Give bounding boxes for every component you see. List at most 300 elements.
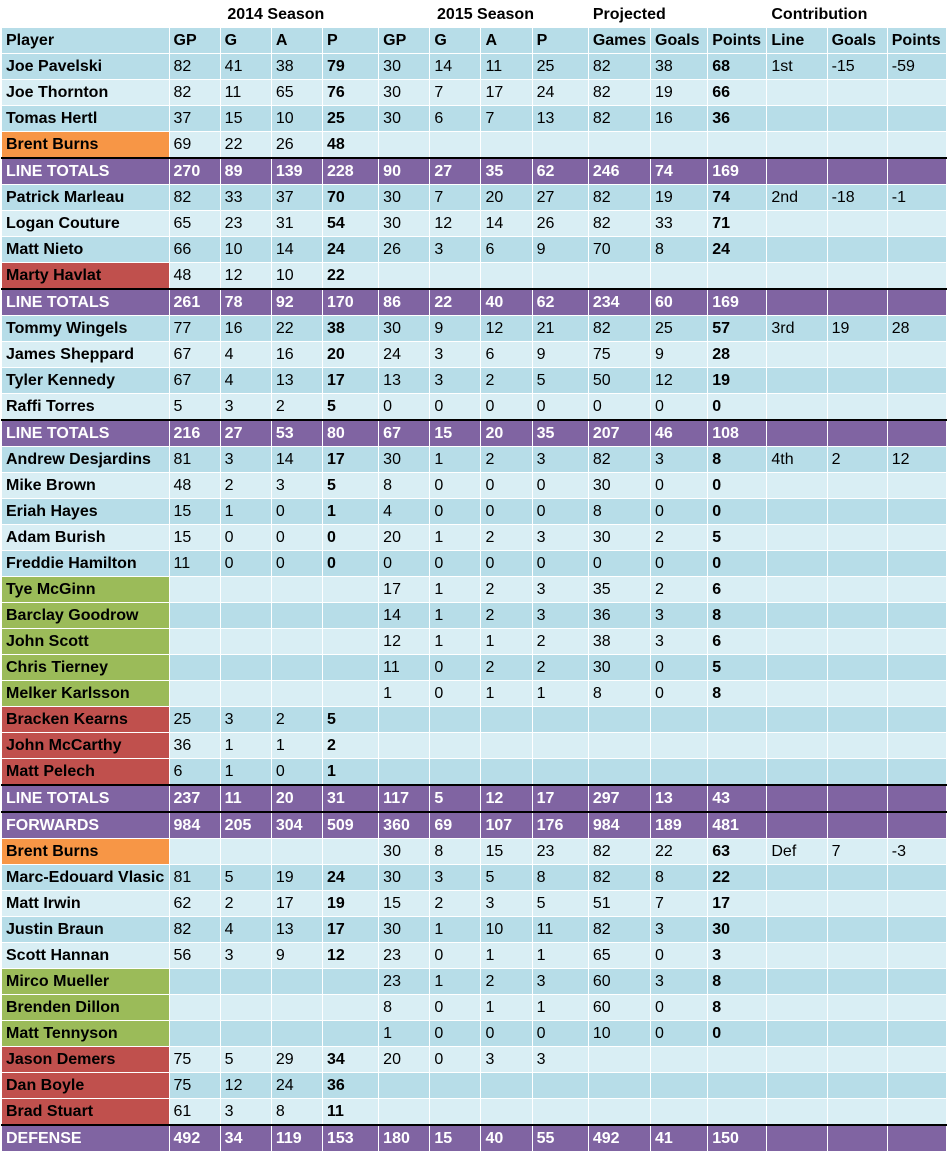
- cell-g-2015[interactable]: 1: [430, 447, 481, 473]
- cell-contrib-goals[interactable]: [827, 917, 887, 943]
- cell-a-2014[interactable]: 8: [271, 1099, 322, 1126]
- cell-contrib-goals[interactable]: [827, 655, 887, 681]
- cell-player[interactable]: Eriah Hayes: [2, 499, 170, 525]
- cell-contrib-line[interactable]: [767, 812, 827, 839]
- cell-contrib-goals[interactable]: [827, 211, 887, 237]
- cell-g-2014[interactable]: 11: [220, 785, 271, 812]
- cell-g-2014[interactable]: 12: [220, 263, 271, 290]
- cell-gp-2015[interactable]: 30: [379, 185, 430, 211]
- cell-contrib-points[interactable]: [887, 707, 946, 733]
- cell-contrib-points[interactable]: [887, 473, 946, 499]
- cell-gp-2014[interactable]: 48: [169, 473, 220, 499]
- cell-contrib-line[interactable]: [767, 629, 827, 655]
- cell-proj-games[interactable]: 30: [588, 655, 650, 681]
- cell-proj-goals[interactable]: 0: [651, 1021, 708, 1047]
- cell-p-2015[interactable]: 27: [532, 185, 588, 211]
- cell-contrib-points[interactable]: -3: [887, 839, 946, 865]
- cell-proj-goals[interactable]: 0: [651, 499, 708, 525]
- cell-contrib-line[interactable]: [767, 394, 827, 421]
- cell-gp-2014[interactable]: [169, 995, 220, 1021]
- cell-p-2015[interactable]: 3: [532, 603, 588, 629]
- cell-proj-goals[interactable]: 3: [651, 969, 708, 995]
- cell-gp-2015[interactable]: 8: [379, 473, 430, 499]
- cell-g-2014[interactable]: 205: [220, 812, 271, 839]
- cell-player[interactable]: Matt Nieto: [2, 237, 170, 263]
- cell-p-2014[interactable]: 48: [322, 132, 378, 159]
- cell-gp-2015[interactable]: 8: [379, 995, 430, 1021]
- cell-p-2015[interactable]: 0: [532, 473, 588, 499]
- cell-p-2015[interactable]: 26: [532, 211, 588, 237]
- cell-proj-games[interactable]: 207: [588, 420, 650, 447]
- cell-g-2014[interactable]: 78: [220, 289, 271, 316]
- cell-gp-2015[interactable]: 30: [379, 106, 430, 132]
- cell-proj-goals[interactable]: 0: [651, 473, 708, 499]
- cell-g-2014[interactable]: 3: [220, 394, 271, 421]
- cell-contrib-goals[interactable]: [827, 158, 887, 185]
- cell-g-2015[interactable]: 7: [430, 185, 481, 211]
- cell-contrib-goals[interactable]: [827, 132, 887, 159]
- cell-p-2015[interactable]: 0: [532, 1021, 588, 1047]
- cell-proj-points[interactable]: 8: [708, 681, 767, 707]
- cell-gp-2014[interactable]: 81: [169, 865, 220, 891]
- cell-proj-goals[interactable]: [651, 759, 708, 786]
- cell-g-2015[interactable]: 15: [430, 420, 481, 447]
- cell-proj-games[interactable]: [588, 759, 650, 786]
- col-header-g-2014[interactable]: G: [220, 28, 271, 54]
- cell-player[interactable]: LINE TOTALS: [2, 420, 170, 447]
- cell-proj-goals[interactable]: 0: [651, 995, 708, 1021]
- cell-proj-points[interactable]: 8: [708, 995, 767, 1021]
- cell-a-2015[interactable]: [481, 733, 532, 759]
- cell-p-2015[interactable]: [532, 132, 588, 159]
- cell-contrib-line[interactable]: [767, 263, 827, 290]
- cell-p-2014[interactable]: 70: [322, 185, 378, 211]
- season-2015-header[interactable]: 2015 Season: [379, 2, 589, 28]
- cell-gp-2015[interactable]: 24: [379, 342, 430, 368]
- cell-gp-2014[interactable]: 36: [169, 733, 220, 759]
- cell-player[interactable]: LINE TOTALS: [2, 785, 170, 812]
- cell-proj-goals[interactable]: 8: [651, 237, 708, 263]
- col-header-a-2015[interactable]: A: [481, 28, 532, 54]
- col-header-contrib-goals[interactable]: Goals: [827, 28, 887, 54]
- col-header-a-2014[interactable]: A: [271, 28, 322, 54]
- cell-proj-games[interactable]: 8: [588, 499, 650, 525]
- cell-player[interactable]: Matt Pelech: [2, 759, 170, 786]
- cell-p-2015[interactable]: 3: [532, 577, 588, 603]
- cell-a-2015[interactable]: 2: [481, 525, 532, 551]
- cell-a-2014[interactable]: 17: [271, 891, 322, 917]
- cell-gp-2014[interactable]: 65: [169, 211, 220, 237]
- cell-g-2015[interactable]: 1: [430, 603, 481, 629]
- cell-g-2014[interactable]: [220, 969, 271, 995]
- cell-p-2014[interactable]: 17: [322, 368, 378, 394]
- cell-player[interactable]: Tommy Wingels: [2, 316, 170, 342]
- cell-contrib-points[interactable]: [887, 132, 946, 159]
- cell-p-2015[interactable]: 3: [532, 525, 588, 551]
- cell-proj-games[interactable]: 82: [588, 839, 650, 865]
- cell-contrib-line[interactable]: [767, 420, 827, 447]
- cell-a-2015[interactable]: 6: [481, 237, 532, 263]
- cell-proj-points[interactable]: 6: [708, 629, 767, 655]
- cell-g-2015[interactable]: 0: [430, 499, 481, 525]
- cell-gp-2015[interactable]: [379, 1099, 430, 1126]
- cell-contrib-goals[interactable]: [827, 342, 887, 368]
- cell-g-2014[interactable]: 2: [220, 473, 271, 499]
- cell-proj-games[interactable]: 82: [588, 106, 650, 132]
- cell-gp-2014[interactable]: 15: [169, 499, 220, 525]
- cell-gp-2014[interactable]: 77: [169, 316, 220, 342]
- cell-p-2015[interactable]: 25: [532, 54, 588, 80]
- cell-proj-points[interactable]: 169: [708, 289, 767, 316]
- cell-p-2015[interactable]: 0: [532, 499, 588, 525]
- cell-player[interactable]: Logan Couture: [2, 211, 170, 237]
- cell-player[interactable]: Raffi Torres: [2, 394, 170, 421]
- cell-proj-points[interactable]: 19: [708, 368, 767, 394]
- cell-contrib-points[interactable]: [887, 551, 946, 577]
- cell-player[interactable]: DEFENSE: [2, 1125, 170, 1152]
- cell-proj-games[interactable]: 60: [588, 969, 650, 995]
- cell-contrib-goals[interactable]: [827, 420, 887, 447]
- cell-contrib-points[interactable]: [887, 577, 946, 603]
- cell-p-2015[interactable]: 1: [532, 681, 588, 707]
- cell-contrib-points[interactable]: [887, 289, 946, 316]
- cell-gp-2014[interactable]: 492: [169, 1125, 220, 1152]
- cell-gp-2014[interactable]: 37: [169, 106, 220, 132]
- cell-proj-goals[interactable]: [651, 733, 708, 759]
- cell-a-2015[interactable]: 3: [481, 891, 532, 917]
- cell-gp-2015[interactable]: 4: [379, 499, 430, 525]
- cell-p-2015[interactable]: 24: [532, 80, 588, 106]
- cell-proj-goals[interactable]: 74: [651, 158, 708, 185]
- cell-a-2014[interactable]: 14: [271, 447, 322, 473]
- cell-contrib-line[interactable]: [767, 577, 827, 603]
- cell-proj-points[interactable]: [708, 132, 767, 159]
- cell-a-2014[interactable]: [271, 1021, 322, 1047]
- cell-proj-points[interactable]: [708, 1099, 767, 1126]
- cell-contrib-points[interactable]: [887, 499, 946, 525]
- cell-gp-2015[interactable]: 20: [379, 1047, 430, 1073]
- cell-g-2014[interactable]: 12: [220, 1073, 271, 1099]
- cell-contrib-goals[interactable]: -18: [827, 185, 887, 211]
- cell-contrib-goals[interactable]: [827, 1099, 887, 1126]
- cell-proj-goals[interactable]: 60: [651, 289, 708, 316]
- cell-g-2014[interactable]: 89: [220, 158, 271, 185]
- cell-contrib-line[interactable]: [767, 969, 827, 995]
- cell-proj-goals[interactable]: [651, 263, 708, 290]
- cell-gp-2015[interactable]: [379, 707, 430, 733]
- cell-a-2014[interactable]: 9: [271, 943, 322, 969]
- cell-gp-2015[interactable]: 26: [379, 237, 430, 263]
- cell-a-2015[interactable]: 0: [481, 394, 532, 421]
- cell-p-2014[interactable]: 25: [322, 106, 378, 132]
- cell-contrib-line[interactable]: [767, 211, 827, 237]
- cell-a-2015[interactable]: 0: [481, 1021, 532, 1047]
- cell-a-2014[interactable]: 3: [271, 473, 322, 499]
- cell-p-2014[interactable]: 153: [322, 1125, 378, 1152]
- cell-player[interactable]: Matt Tennyson: [2, 1021, 170, 1047]
- cell-gp-2014[interactable]: [169, 603, 220, 629]
- cell-gp-2015[interactable]: [379, 132, 430, 159]
- cell-g-2014[interactable]: 3: [220, 1099, 271, 1126]
- cell-proj-games[interactable]: 0: [588, 551, 650, 577]
- cell-p-2014[interactable]: [322, 655, 378, 681]
- cell-g-2014[interactable]: 33: [220, 185, 271, 211]
- cell-proj-points[interactable]: 0: [708, 1021, 767, 1047]
- cell-a-2015[interactable]: 2: [481, 969, 532, 995]
- cell-p-2015[interactable]: 1: [532, 943, 588, 969]
- cell-g-2014[interactable]: 4: [220, 342, 271, 368]
- col-header-games[interactable]: Games: [588, 28, 650, 54]
- cell-proj-goals[interactable]: 3: [651, 629, 708, 655]
- cell-a-2014[interactable]: 0: [271, 551, 322, 577]
- cell-gp-2015[interactable]: 30: [379, 839, 430, 865]
- cell-g-2014[interactable]: 2: [220, 891, 271, 917]
- col-header-gp-2015[interactable]: GP: [379, 28, 430, 54]
- cell-contrib-points[interactable]: [887, 759, 946, 786]
- cell-player[interactable]: Scott Hannan: [2, 943, 170, 969]
- cell-p-2014[interactable]: 509: [322, 812, 378, 839]
- cell-p-2014[interactable]: [322, 969, 378, 995]
- cell-contrib-goals[interactable]: [827, 891, 887, 917]
- cell-p-2015[interactable]: 5: [532, 891, 588, 917]
- cell-proj-goals[interactable]: 19: [651, 80, 708, 106]
- cell-g-2014[interactable]: [220, 655, 271, 681]
- cell-g-2015[interactable]: 7: [430, 80, 481, 106]
- cell-p-2014[interactable]: 12: [322, 943, 378, 969]
- cell-gp-2014[interactable]: [169, 629, 220, 655]
- cell-p-2015[interactable]: 23: [532, 839, 588, 865]
- cell-gp-2015[interactable]: 20: [379, 525, 430, 551]
- cell-proj-goals[interactable]: 22: [651, 839, 708, 865]
- cell-g-2014[interactable]: 3: [220, 707, 271, 733]
- cell-proj-points[interactable]: 24: [708, 237, 767, 263]
- cell-g-2015[interactable]: [430, 132, 481, 159]
- cell-a-2014[interactable]: 139: [271, 158, 322, 185]
- cell-proj-points[interactable]: 3: [708, 943, 767, 969]
- cell-contrib-line[interactable]: [767, 368, 827, 394]
- cell-player[interactable]: Freddie Hamilton: [2, 551, 170, 577]
- cell-contrib-line[interactable]: [767, 707, 827, 733]
- cell-g-2015[interactable]: 9: [430, 316, 481, 342]
- cell-contrib-points[interactable]: [887, 1021, 946, 1047]
- cell-a-2015[interactable]: 1: [481, 629, 532, 655]
- cell-contrib-line[interactable]: [767, 759, 827, 786]
- cell-a-2015[interactable]: 0: [481, 551, 532, 577]
- cell-proj-games[interactable]: [588, 263, 650, 290]
- cell-g-2014[interactable]: 0: [220, 525, 271, 551]
- cell-contrib-points[interactable]: [887, 394, 946, 421]
- cell-gp-2015[interactable]: 1: [379, 1021, 430, 1047]
- cell-a-2014[interactable]: 38: [271, 54, 322, 80]
- cell-gp-2014[interactable]: 270: [169, 158, 220, 185]
- cell-gp-2014[interactable]: [169, 1021, 220, 1047]
- cell-gp-2014[interactable]: 15: [169, 525, 220, 551]
- cell-proj-goals[interactable]: 9: [651, 342, 708, 368]
- cell-contrib-points[interactable]: [887, 917, 946, 943]
- cell-contrib-goals[interactable]: [827, 80, 887, 106]
- cell-gp-2015[interactable]: 23: [379, 969, 430, 995]
- cell-contrib-points[interactable]: [887, 733, 946, 759]
- cell-contrib-line[interactable]: [767, 551, 827, 577]
- cell-contrib-goals[interactable]: [827, 525, 887, 551]
- cell-g-2015[interactable]: 0: [430, 473, 481, 499]
- cell-p-2014[interactable]: 0: [322, 551, 378, 577]
- cell-p-2014[interactable]: 20: [322, 342, 378, 368]
- cell-contrib-goals[interactable]: 19: [827, 316, 887, 342]
- cell-contrib-points[interactable]: [887, 342, 946, 368]
- cell-proj-games[interactable]: 75: [588, 342, 650, 368]
- cell-player[interactable]: Marty Havlat: [2, 263, 170, 290]
- cell-proj-goals[interactable]: 189: [651, 812, 708, 839]
- cell-p-2014[interactable]: 1: [322, 759, 378, 786]
- cell-proj-goals[interactable]: 41: [651, 1125, 708, 1152]
- cell-a-2014[interactable]: 10: [271, 263, 322, 290]
- cell-proj-points[interactable]: 8: [708, 969, 767, 995]
- cell-contrib-goals[interactable]: [827, 473, 887, 499]
- cell-proj-games[interactable]: 82: [588, 54, 650, 80]
- cell-g-2015[interactable]: 1: [430, 577, 481, 603]
- cell-contrib-goals[interactable]: [827, 368, 887, 394]
- cell-a-2014[interactable]: 29: [271, 1047, 322, 1073]
- cell-g-2015[interactable]: 6: [430, 106, 481, 132]
- cell-g-2014[interactable]: 23: [220, 211, 271, 237]
- cell-g-2014[interactable]: 15: [220, 106, 271, 132]
- cell-p-2014[interactable]: 1: [322, 499, 378, 525]
- cell-proj-goals[interactable]: [651, 132, 708, 159]
- cell-p-2015[interactable]: [532, 263, 588, 290]
- cell-proj-goals[interactable]: 16: [651, 106, 708, 132]
- cell-proj-goals[interactable]: [651, 1073, 708, 1099]
- col-header-line[interactable]: Line: [767, 28, 827, 54]
- cell-gp-2014[interactable]: 6: [169, 759, 220, 786]
- cell-p-2014[interactable]: 36: [322, 1073, 378, 1099]
- cell-gp-2015[interactable]: 0: [379, 394, 430, 421]
- cell-proj-points[interactable]: 63: [708, 839, 767, 865]
- cell-contrib-points[interactable]: [887, 106, 946, 132]
- cell-player[interactable]: Dan Boyle: [2, 1073, 170, 1099]
- cell-a-2014[interactable]: [271, 995, 322, 1021]
- cell-p-2014[interactable]: [322, 577, 378, 603]
- cell-contrib-goals[interactable]: [827, 1047, 887, 1073]
- cell-contrib-line[interactable]: [767, 943, 827, 969]
- cell-contrib-line[interactable]: [767, 733, 827, 759]
- cell-gp-2015[interactable]: 15: [379, 891, 430, 917]
- cell-g-2014[interactable]: [220, 629, 271, 655]
- cell-contrib-goals[interactable]: [827, 681, 887, 707]
- cell-proj-games[interactable]: [588, 1047, 650, 1073]
- cell-a-2014[interactable]: 119: [271, 1125, 322, 1152]
- cell-a-2015[interactable]: 1: [481, 681, 532, 707]
- cell-proj-points[interactable]: 43: [708, 785, 767, 812]
- cell-p-2015[interactable]: 3: [532, 969, 588, 995]
- cell-p-2015[interactable]: 13: [532, 106, 588, 132]
- cell-player[interactable]: FORWARDS: [2, 812, 170, 839]
- cell-gp-2014[interactable]: 216: [169, 420, 220, 447]
- cell-p-2015[interactable]: [532, 759, 588, 786]
- cell-proj-points[interactable]: 169: [708, 158, 767, 185]
- cell-player[interactable]: Adam Burish: [2, 525, 170, 551]
- cell-g-2015[interactable]: [430, 759, 481, 786]
- cell-gp-2014[interactable]: [169, 577, 220, 603]
- cell-a-2015[interactable]: [481, 263, 532, 290]
- cell-proj-points[interactable]: [708, 263, 767, 290]
- cell-contrib-line[interactable]: [767, 158, 827, 185]
- cell-player[interactable]: LINE TOTALS: [2, 289, 170, 316]
- cell-p-2015[interactable]: 62: [532, 158, 588, 185]
- cell-g-2015[interactable]: 22: [430, 289, 481, 316]
- cell-gp-2014[interactable]: 62: [169, 891, 220, 917]
- cell-a-2014[interactable]: [271, 629, 322, 655]
- cell-player[interactable]: John Scott: [2, 629, 170, 655]
- cell-g-2014[interactable]: 0: [220, 551, 271, 577]
- cell-contrib-points[interactable]: [887, 995, 946, 1021]
- cell-p-2014[interactable]: [322, 681, 378, 707]
- cell-proj-points[interactable]: [708, 733, 767, 759]
- cell-proj-games[interactable]: [588, 132, 650, 159]
- cell-g-2014[interactable]: 41: [220, 54, 271, 80]
- cell-p-2015[interactable]: 3: [532, 1047, 588, 1073]
- cell-g-2015[interactable]: [430, 263, 481, 290]
- cell-contrib-goals[interactable]: [827, 577, 887, 603]
- cell-p-2015[interactable]: 5: [532, 368, 588, 394]
- cell-p-2014[interactable]: 24: [322, 865, 378, 891]
- cell-a-2015[interactable]: 6: [481, 342, 532, 368]
- cell-p-2014[interactable]: [322, 839, 378, 865]
- cell-proj-points[interactable]: 5: [708, 525, 767, 551]
- cell-proj-points[interactable]: 6: [708, 577, 767, 603]
- cell-proj-games[interactable]: 38: [588, 629, 650, 655]
- cell-player[interactable]: Andrew Desjardins: [2, 447, 170, 473]
- cell-gp-2014[interactable]: 237: [169, 785, 220, 812]
- cell-a-2015[interactable]: [481, 759, 532, 786]
- cell-gp-2014[interactable]: 5: [169, 394, 220, 421]
- cell-contrib-points[interactable]: [887, 812, 946, 839]
- cell-p-2014[interactable]: [322, 1021, 378, 1047]
- cell-a-2015[interactable]: 40: [481, 1125, 532, 1152]
- cell-contrib-line[interactable]: 3rd: [767, 316, 827, 342]
- cell-g-2014[interactable]: 5: [220, 1047, 271, 1073]
- cell-gp-2014[interactable]: 69: [169, 132, 220, 159]
- cell-a-2015[interactable]: 3: [481, 1047, 532, 1073]
- cell-g-2015[interactable]: 1: [430, 969, 481, 995]
- cell-contrib-line[interactable]: [767, 681, 827, 707]
- cell-p-2014[interactable]: 22: [322, 263, 378, 290]
- cell-contrib-goals[interactable]: [827, 812, 887, 839]
- cell-proj-goals[interactable]: 25: [651, 316, 708, 342]
- cell-contrib-points[interactable]: [887, 681, 946, 707]
- cell-a-2014[interactable]: 0: [271, 499, 322, 525]
- cell-proj-games[interactable]: 51: [588, 891, 650, 917]
- cell-contrib-points[interactable]: [887, 1047, 946, 1073]
- season-2014-header[interactable]: 2014 Season: [169, 2, 379, 28]
- cell-g-2014[interactable]: 4: [220, 368, 271, 394]
- cell-proj-points[interactable]: 0: [708, 473, 767, 499]
- cell-proj-games[interactable]: 297: [588, 785, 650, 812]
- cell-g-2015[interactable]: 69: [430, 812, 481, 839]
- cell-proj-points[interactable]: 8: [708, 603, 767, 629]
- col-header-points[interactable]: Points: [708, 28, 767, 54]
- cell-g-2014[interactable]: 4: [220, 917, 271, 943]
- cell-gp-2014[interactable]: 75: [169, 1047, 220, 1073]
- cell-a-2014[interactable]: 13: [271, 368, 322, 394]
- cell-proj-games[interactable]: 82: [588, 80, 650, 106]
- cell-proj-games[interactable]: [588, 733, 650, 759]
- cell-a-2014[interactable]: [271, 577, 322, 603]
- cell-contrib-goals[interactable]: [827, 1125, 887, 1152]
- cell-p-2014[interactable]: 38: [322, 316, 378, 342]
- cell-player[interactable]: Mirco Mueller: [2, 969, 170, 995]
- cell-gp-2015[interactable]: 67: [379, 420, 430, 447]
